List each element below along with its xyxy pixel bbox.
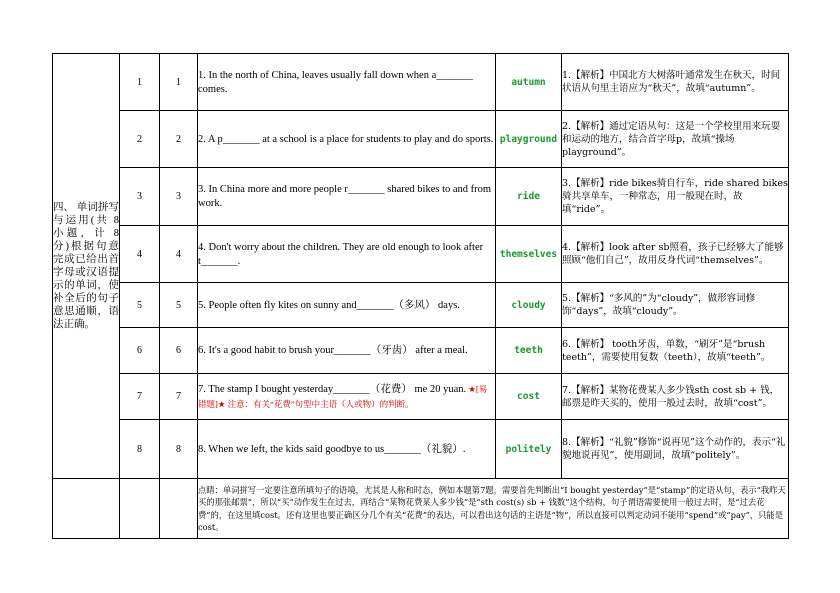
row-number: 6 bbox=[120, 328, 160, 374]
question-text: 4. Don't worry about the children. They are old enough to look after t_______. bbox=[198, 226, 496, 283]
row-number: 5 bbox=[120, 283, 160, 328]
explanation-cell: 2.【解析】通过定语从句：这是一个学校里用来玩耍和运动的地方，结合首字母p，故填“操场playground”。 bbox=[562, 111, 789, 168]
question-index: 8 bbox=[160, 420, 198, 479]
row-number: 4 bbox=[120, 226, 160, 283]
answer-cell: teeth bbox=[496, 328, 562, 374]
explanation-cell: 3.【解析】ride bikes骑自行车，ride shared bikes骑共享单车，一种常态，用一般现在时，故填“ride”。 bbox=[562, 168, 789, 226]
answer-cell: cloudy bbox=[496, 283, 562, 328]
question-index: 1 bbox=[160, 54, 198, 111]
row-number: 1 bbox=[120, 54, 160, 111]
question-text: 1. In the north of China, leaves usually fall down when a_______ comes. bbox=[198, 54, 496, 111]
question-index: 5 bbox=[160, 283, 198, 328]
explanation-cell: 5.【解析】“多风的”为“cloudy”，做形容词修饰“days”，故填“cloudy”。 bbox=[562, 283, 789, 328]
explanation-cell: 4.【解析】look after sb照看，孩子已经够大了能够照顾“他们自己”，故用反身代词“themselves”。 bbox=[562, 226, 789, 283]
section-instructions: 四、 单词拼写与运用(共 8 小题，计 8 分)根据句意完成已给出首字母或汉语提示的单词，使补全后的句子意思通顺，语法正确。 bbox=[53, 54, 120, 479]
question-text: 7. The stamp I bought yesterday_______（花费） me 20 yuan. ★[易错题]★ 注意：有关“花费”句型中主语（人或物）的判断。 bbox=[198, 374, 496, 420]
question-index: 4 bbox=[160, 226, 198, 283]
empty-number-cell bbox=[120, 479, 160, 539]
question-text: 5. People often fly kites on sunny and_______（多风） days. bbox=[198, 283, 496, 328]
answer-cell: ride bbox=[496, 168, 562, 226]
question-index: 2 bbox=[160, 111, 198, 168]
row-number: 8 bbox=[120, 420, 160, 479]
answer-cell: themselves bbox=[496, 226, 562, 283]
error-prone-note: ★[易错题]★ 注意：有关“花费”句型中主语（人或物）的判断。 bbox=[198, 384, 488, 409]
explanation-cell: 6.【解析】 tooth牙齿，单数，“刷牙”是“brush teeth”，需要使用复数（teeth），故填“teeth”。 bbox=[562, 328, 789, 374]
explanation-cell: 7.【解析】某物花费某人多少钱sth cost sb + 钱，邮票是昨天买的，使用一般过去时，故填“cost”。 bbox=[562, 374, 789, 420]
row-number: 2 bbox=[120, 111, 160, 168]
empty-section-cell bbox=[53, 479, 120, 539]
question-index: 3 bbox=[160, 168, 198, 226]
question-text: 8. When we left, the kids said goodbye to us_______（礼貌）. bbox=[198, 420, 496, 479]
answer-cell: autumn bbox=[496, 54, 562, 111]
question-text: 2. A p_______ at a school is a place for students to play and do sports. bbox=[198, 111, 496, 168]
row-number: 7 bbox=[120, 374, 160, 420]
empty-index-cell bbox=[160, 479, 198, 539]
exercise-table bbox=[52, 53, 789, 539]
answer-cell: playground bbox=[496, 111, 562, 168]
answer-cell: cost bbox=[496, 374, 562, 420]
question-text: 6. It's a good habit to brush your_______（牙齿） after a meal. bbox=[198, 328, 496, 374]
question-text: 3. In China more and more people r_______ shared bikes to and from work. bbox=[198, 168, 496, 226]
answer-cell: politely bbox=[496, 420, 562, 479]
tip-paragraph: 点睛：单词拼写一定要注意所填句子的语境，尤其是人称和时态，例如本题第7题，需要首先判断出“I bought yesterday”是“stamp”的定语从句，表示“我昨天买的那张邮票”，所以“买”动作发生在过去，再结合“某物花费某人多少钱”是“sth cost(s) sb + 钱数”这个结构，句子谓语需要使用一般过去时，是“过去花费”的，在这里填cost。还有这里也要正确区分几个有关“花费”的表达，可以看出这句话的主语是“物”，所以直接可以判定动词不能用“spend”或“pay”，只能是cost。 bbox=[198, 479, 789, 539]
explanation-cell: 1.【解析】中国北方大树落叶通常发生在秋天，时间状语从句里主语应为“秋天”，故填“autumn”。 bbox=[562, 54, 789, 111]
explanation-cell: 8.【解析】“礼貌”修饰“说再见”这个动作的，表示“礼貌地说再见”，使用副词，故填“politely”。 bbox=[562, 420, 789, 479]
question-index: 6 bbox=[160, 328, 198, 374]
row-number: 3 bbox=[120, 168, 160, 226]
question-index: 7 bbox=[160, 374, 198, 420]
